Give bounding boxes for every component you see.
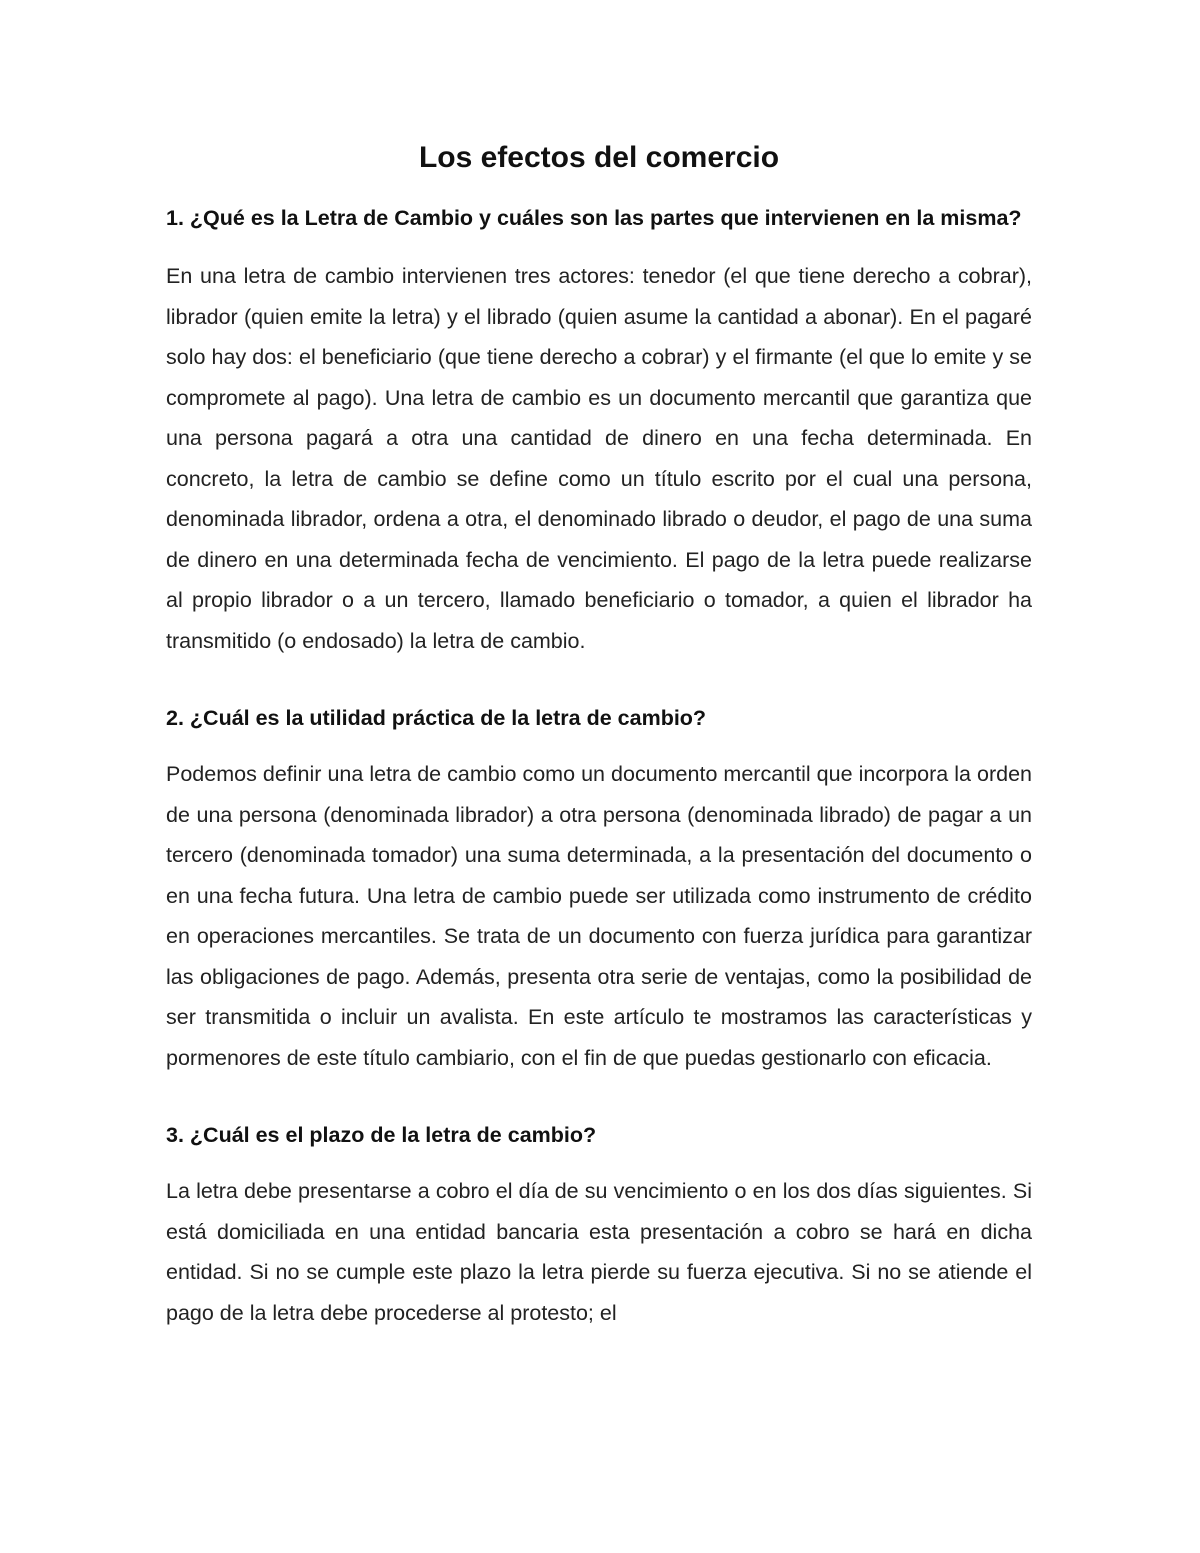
question-2: 2. ¿Cuál es la utilidad práctica de la letra de cambio? (166, 706, 707, 730)
answer-3: La letra debe presentarse a cobro el día de su vencimiento o en los dos días siguientes. Si está domiciliada en una entidad bancaria esta presentación a cobro se hará en dicha entidad. Si no se cumple este plazo la letra pierde su fuerza ejecutiva. Si no se atiende el pago de la letra debe procederse al protesto; el (166, 1179, 1032, 1325)
question-3: 3. ¿Cuál es el plazo de la letra de cambio? (166, 1123, 597, 1147)
question-1: 1. ¿Qué es la Letra de Cambio y cuáles son las partes que intervienen en la misma? (166, 206, 1022, 230)
document-page (166, 138, 1032, 1333)
document-title: Los efectos del comercio (418, 141, 780, 174)
answer-2: Podemos definir una letra de cambio como un documento mercantil que incorpora la orden de una persona (denominada librador) a otra persona (denominada librado) de pagar a un tercero (denominada tomador) una suma determinada, a la presentación del documento o en una fecha futura. Una letra de cambio puede ser utilizada como instrumento de crédito en operaciones mercantiles. Se trata de un documento con fuerza jurídica para garantizar las obligaciones de pago. Además, presenta otra serie de ventajas, como la posibilidad de ser transmitida o incluir un avalista. En este artículo te mostramos las características y pormenores de este título cambiario, con el fin de que puedas gestionarlo con eficacia. (166, 762, 1032, 1070)
answer-1: En una letra de cambio intervienen tres actores: tenedor (el que tiene derecho a cobrar), librador (quien emite la letra) y el librado (quien asume la cantidad a abonar). En el pagaré solo hay dos: el beneficiario (que tiene derecho a cobrar) y el firmante (el que lo emite y se compromete al pago). Una letra de cambio es un documento mercantil que garantiza que una persona pagará a otra una cantidad de dinero en una fecha determinada. En concreto, la letra de cambio se define como un título escrito por el cual una persona, denominada librador, ordena a otra, el denominado librado o deudor, el pago de una suma de dinero en una determinada fecha de vencimiento. El pago de la letra puede realizarse al propio librador o a un tercero, llamado beneficiario o tomador, a quien el librador ha transmitido (o endosado) la letra de cambio. (166, 264, 1032, 653)
